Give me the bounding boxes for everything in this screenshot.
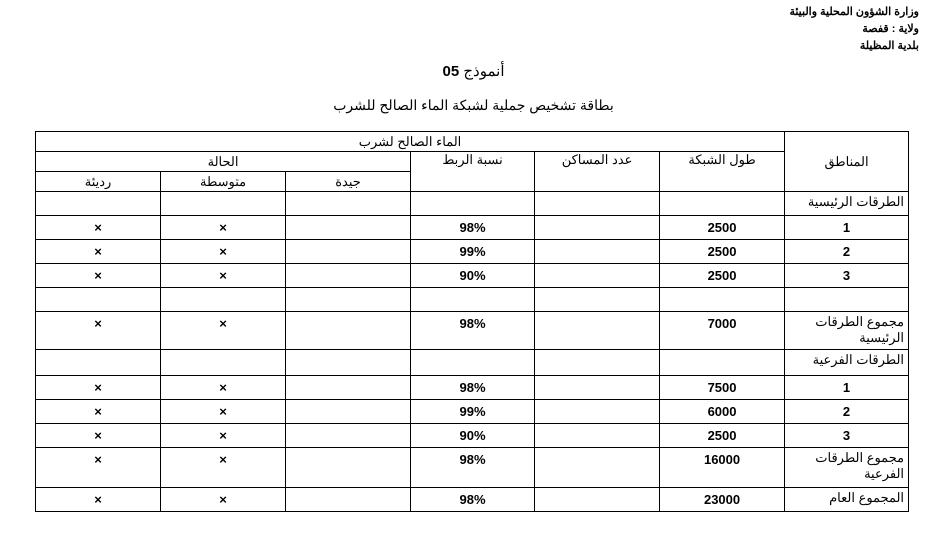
- header-connection-rate: نسبة الربط: [411, 152, 535, 192]
- model-number: 05: [442, 63, 460, 80]
- form-subtitle: بطاقة تشخيص جملية لشبكة الماء الصالح للشرب: [333, 97, 614, 113]
- municipality-name: بلدية المظيلة: [859, 40, 919, 52]
- state-name: ولاية : قفصة: [862, 23, 919, 35]
- header-condition-good: جيدة: [286, 172, 411, 192]
- header-condition-bad: رديئة: [36, 172, 161, 192]
- table-row: 1 2500 98% × ×: [36, 216, 909, 240]
- header-block: [789, 4, 919, 55]
- header-length: طول الشبكة: [660, 152, 785, 192]
- model-label: أنموذج: [463, 63, 505, 80]
- section-branch-roads: الطرقات الفرعية: [785, 350, 909, 376]
- table-row-main-total: مجموع الطرقات الرئيسية 7000 98% × ×: [36, 312, 909, 350]
- header-condition-medium: متوسطة: [161, 172, 286, 192]
- table-row: 2 6000 99% × ×: [36, 400, 909, 424]
- header-regions: المناطق: [785, 132, 909, 192]
- model-title: [0, 62, 947, 80]
- section-main-roads: الطرقات الرئيسية: [785, 192, 909, 216]
- table-row-grand-total: المجموع العام 23000 98% × ×: [36, 488, 909, 512]
- header-condition: الحالة: [36, 152, 411, 172]
- table-row: 3 2500 90% × ×: [36, 264, 909, 288]
- diagnostic-table: [35, 131, 909, 512]
- ministry-name: وزارة الشؤون المحلية والبيئة: [789, 6, 919, 18]
- header-dwellings: عدد المساكن: [535, 152, 660, 192]
- header-water-group: الماء الصالح لشرب: [36, 132, 785, 152]
- table-row-branch-total: مجموع الطرقات الفرعية 16000 98% × ×: [36, 448, 909, 488]
- table-row: 2 2500 99% × ×: [36, 240, 909, 264]
- table-row: 3 2500 90% × ×: [36, 424, 909, 448]
- table-row: 1 7500 98% × ×: [36, 376, 909, 400]
